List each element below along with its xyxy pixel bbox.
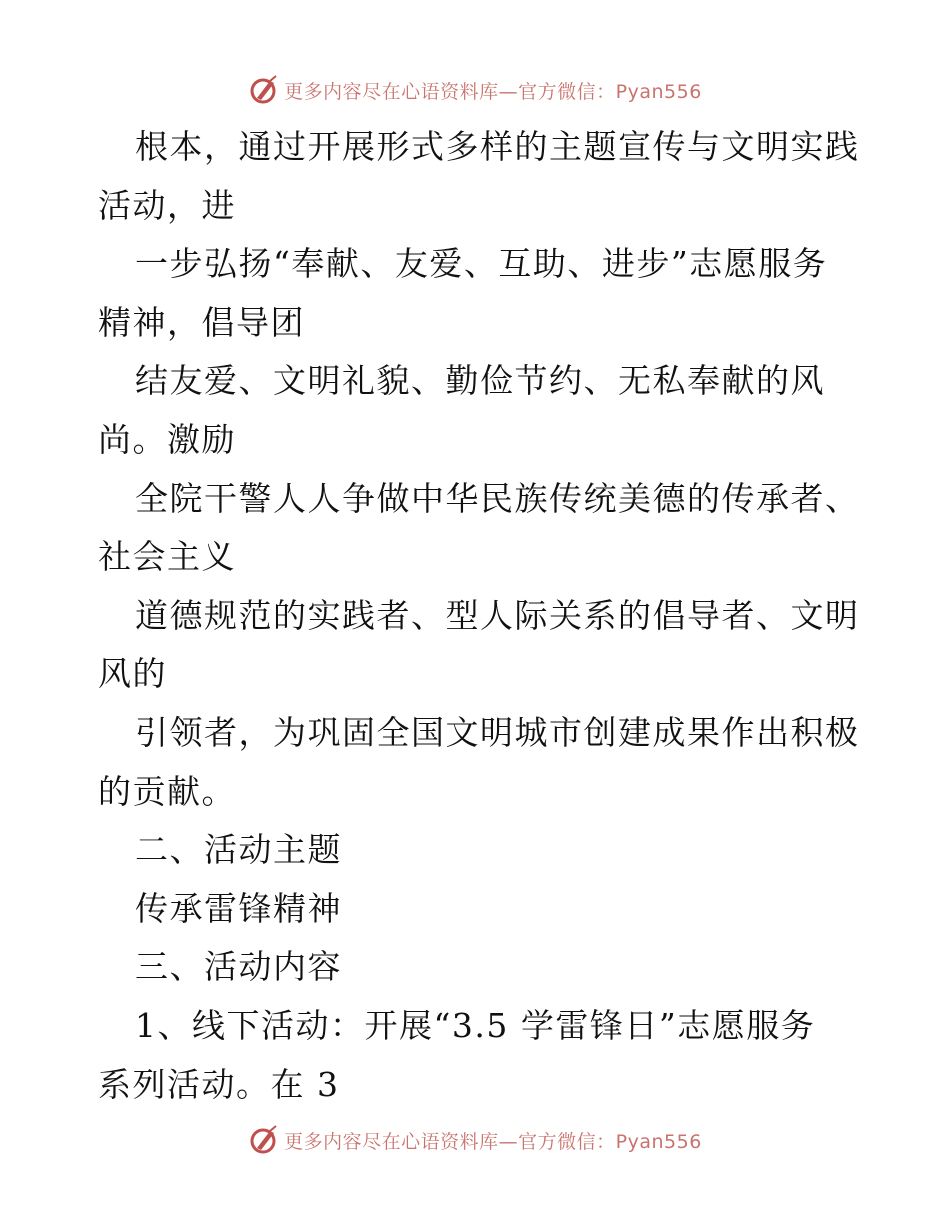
header-banner-text: 更多内容尽在心语资料库—官方微信：Pyan556 xyxy=(284,80,702,103)
text-line: 根本，通过开展形式多样的主题宣传与文明实践 xyxy=(135,127,860,166)
header-banner xyxy=(0,70,950,110)
document-body xyxy=(98,118,858,1114)
text-line: 全院干警人人争做中华民族传统美德的传承者、 xyxy=(135,478,860,518)
quill-pen-logo-icon xyxy=(248,74,280,106)
text-line: 风的 xyxy=(98,654,167,694)
text-line: 传承雷锋精神 xyxy=(135,888,342,928)
text-line: 道德规范的实践者、型人际关系的倡导者、文明 xyxy=(135,595,860,635)
text-line: 结友爱、文明礼貌、勤俭节约、无私奉献的风 xyxy=(135,361,825,401)
quill-pen-logo-icon xyxy=(248,1124,280,1156)
text-line: 尚。激励 xyxy=(98,419,236,459)
footer-banner xyxy=(0,1120,950,1160)
text-line: 社会主义 xyxy=(98,537,236,577)
text-line: 1、线下活动：开展“3.5 学雷锋日”志愿服务 xyxy=(135,1005,816,1045)
text-line: 精神，倡导团 xyxy=(98,302,305,342)
text-line: 活动，进 xyxy=(98,185,236,225)
section-heading: 三、活动内容 xyxy=(135,947,342,987)
text-line: 系列活动。在 3 xyxy=(98,1064,340,1104)
text-line: 一步弘扬“奉献、友爱、互助、进步”志愿服务 xyxy=(135,244,828,284)
text-line: 引领者，为巩固全国文明城市创建成果作出积极 xyxy=(135,712,860,752)
section-heading: 二、活动主题 xyxy=(135,830,342,870)
footer-banner-text: 更多内容尽在心语资料库—官方微信：Pyan556 xyxy=(284,1130,702,1153)
text-line: 的贡献。 xyxy=(98,771,236,811)
